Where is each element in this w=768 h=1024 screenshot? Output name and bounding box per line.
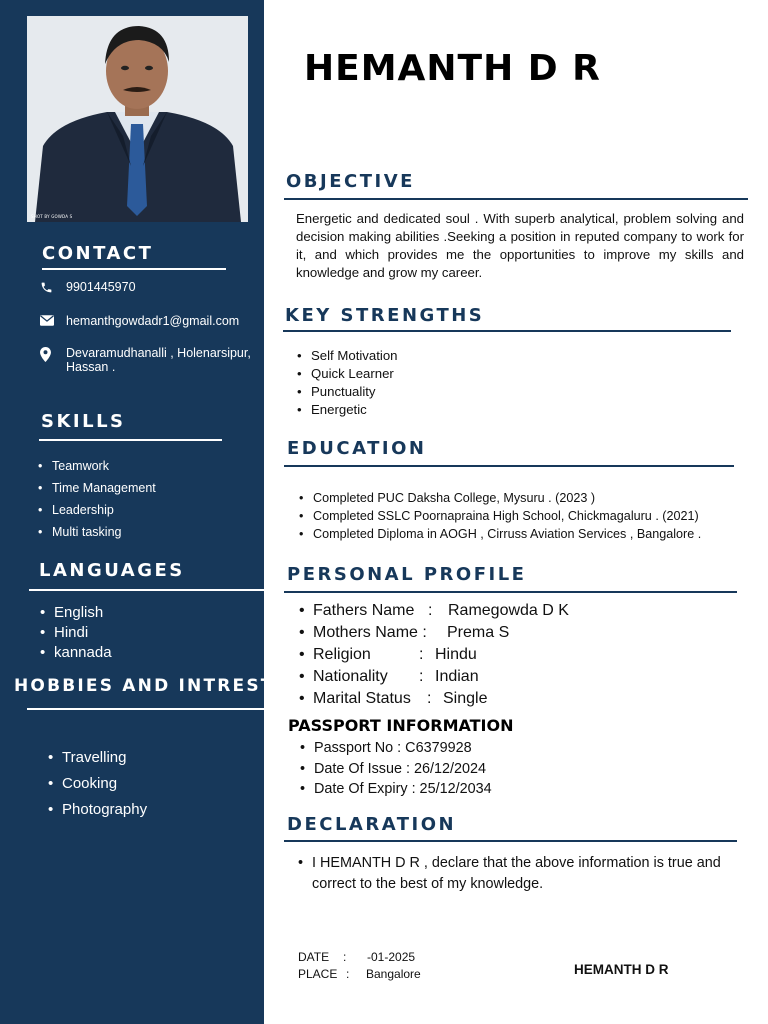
list-item: • Teamwork — [36, 455, 156, 477]
address-text — [66, 346, 251, 374]
skills-divider — [39, 439, 222, 441]
list-item: • Travelling — [46, 745, 147, 771]
education-heading: EDUCATION — [287, 438, 427, 459]
strengths-list — [295, 347, 398, 419]
profile-label: • Mothers Name : — [313, 624, 427, 641]
education-list — [297, 489, 701, 543]
languages-heading: LANGUAGES — [39, 560, 185, 581]
list-item: • Leadership — [36, 499, 156, 521]
declaration-heading: DECLARATION — [287, 814, 457, 835]
hobbies-heading: HOBBIES AND INTREST — [14, 676, 275, 696]
contact-divider — [42, 268, 226, 270]
list-item: • kannada — [38, 643, 112, 663]
list-item: • Hindi — [38, 623, 112, 643]
date-sep: : — [343, 950, 347, 964]
contact-address — [40, 346, 251, 374]
profile-label: • Marital Status — [313, 690, 411, 707]
date-value: -01-2025 — [367, 950, 416, 964]
list-item: • Time Management — [36, 477, 156, 499]
list-item: • Multi tasking — [36, 521, 156, 543]
list-item: • Date Of Expiry : 25/12/2034 — [298, 779, 492, 800]
place-sep: : — [346, 967, 350, 981]
signature-name: HEMANTH D R — [574, 962, 669, 977]
profile-sep: : — [419, 646, 424, 663]
mail-icon — [40, 314, 66, 326]
date-label: DATE — [298, 950, 330, 964]
objective-text: Energetic and dedicated soul . With superb analytical, problem solving and decision making abilities .Seeking a position in reputed company to work for it, and which provides me the opportunities to improve my skills and knowledge and grow my career. — [296, 211, 744, 280]
profile-photo — [27, 16, 248, 222]
list-item: • Energetic — [295, 401, 398, 419]
contact-heading: CONTACT — [42, 243, 154, 264]
declaration-list — [296, 853, 732, 894]
list-item: • Cooking — [46, 771, 147, 797]
location-pin-icon — [40, 346, 66, 362]
strengths-divider — [283, 330, 731, 332]
profile-father — [297, 600, 569, 622]
date-row — [298, 949, 421, 966]
profile-value: Hindu — [435, 646, 477, 663]
list-item: • Completed PUC Daksha College, Mysuru . (2023 ) — [297, 489, 701, 507]
list-item: • Completed Diploma in AOGH , Cirruss Aviation Services , Bangalore . — [297, 525, 701, 543]
list-item: • Punctuality — [295, 383, 398, 401]
address-line-1: Devaramudhanalli , Holenarsipur, — [66, 346, 251, 360]
profile-marital — [297, 688, 569, 710]
main-content — [264, 0, 768, 1024]
profile-list — [297, 600, 569, 710]
list-item: • English — [38, 603, 112, 623]
skills-heading: SKILLS — [41, 411, 126, 432]
list-item: • Completed SSLC Poornapraina High School, Chickmagaluru . (2021) — [297, 507, 701, 525]
profile-heading: PERSONAL PROFILE — [287, 564, 527, 585]
place-row — [298, 966, 421, 983]
portrait-image — [27, 16, 248, 222]
profile-label: • Fathers Name — [313, 602, 415, 619]
declaration-divider — [284, 840, 737, 842]
email-address: hemanthgowdadr1@gmail.com — [66, 314, 240, 328]
profile-nationality — [297, 666, 569, 688]
profile-label: • Nationality — [313, 668, 388, 685]
list-item: • Date Of Issue : 26/12/2024 — [298, 759, 492, 780]
hobbies-list — [46, 745, 147, 823]
strengths-heading: KEY STRENGTHS — [285, 305, 485, 326]
languages-divider — [29, 589, 264, 591]
list-item: • Self Motivation — [295, 347, 398, 365]
education-divider — [284, 465, 734, 467]
phone-number: 9901445970 — [66, 280, 136, 294]
skills-list — [36, 455, 156, 543]
profile-religion — [297, 644, 569, 666]
profile-sep: : — [419, 668, 424, 685]
list-item: • Photography — [46, 797, 147, 823]
phone-icon — [40, 280, 66, 294]
languages-list — [38, 603, 112, 663]
passport-list — [298, 738, 492, 800]
hobbies-divider — [27, 708, 264, 710]
profile-sep: : — [428, 602, 433, 619]
profile-sep: : — [427, 690, 432, 707]
contact-email — [40, 314, 239, 328]
declaration-text: • I HEMANTH D R , declare that the above information is true and correct to the best of my knowledge. — [296, 853, 732, 894]
profile-label: • Religion — [313, 646, 371, 663]
date-place-block — [298, 949, 421, 983]
list-item: • Quick Learner — [295, 365, 398, 383]
profile-value: Prema S — [447, 624, 510, 641]
candidate-name: HEMANTH D R — [304, 48, 601, 89]
place-value: Bangalore — [366, 967, 421, 981]
photo-credit: SHOT BY GOWDA S — [31, 214, 73, 219]
profile-divider — [284, 591, 737, 593]
address-line-2: Hassan . — [66, 360, 116, 374]
profile-mother — [297, 622, 569, 644]
profile-value: Ramegowda D K — [448, 602, 569, 619]
list-item: • Passport No : C6379928 — [298, 738, 492, 759]
objective-divider — [284, 198, 748, 200]
contact-phone — [40, 280, 136, 294]
sidebar — [0, 0, 275, 1024]
objective-heading: OBJECTIVE — [286, 171, 415, 192]
passport-heading: PASSPORT INFORMATION — [288, 716, 514, 735]
place-label: PLACE — [298, 967, 338, 981]
profile-value: Single — [443, 690, 488, 707]
profile-value: Indian — [435, 668, 479, 685]
